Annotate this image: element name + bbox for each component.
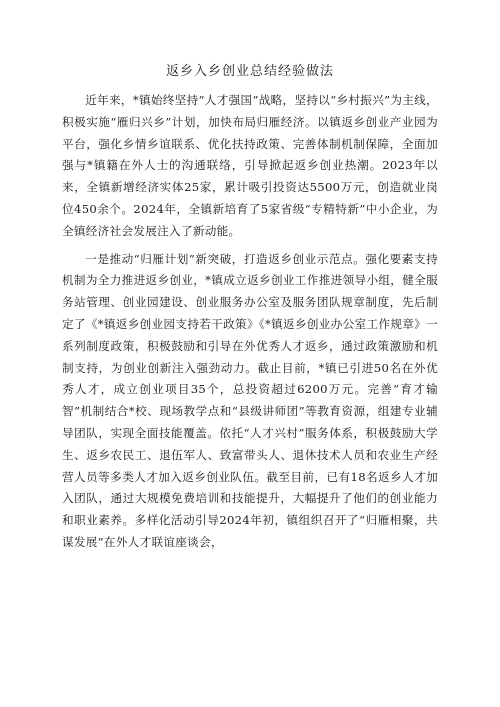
section-one-paragraph: 一是推动“归雁计划”新突破，打造返乡创业示范点。强化要素支持机制为全力推进返乡创业，*镇成立返乡创业工作推进领导小组，健全服务站管理、创业园建设、创业服务办公室及服务团队规章制度，先后制定了《*镇返乡创业园支持若干政策》《*镇返乡创业办公室工作规章》一系列制度政策，积极鼓励和引导在外优秀人才返乡，通过政策激励和机制支持，为创业创新注入强劲动力。截止目前，*镇已引进50名在外优秀人才，成立创业项目35个，总投资超过6200万元。完善“育才输智”机制结合*校、现场教学点和“县级讲师团”等教育资源，组建专业辅导团队，实现全面技能覆盖。依托“人才兴村”服务体系，积极鼓励大学生、返乡农民工、退伍军人、致富带头人、退休技术人员和农业生产经营人员等多类人才加入返乡创业队伍。截至目前，已有18名返乡人才加入团队，通过大规模免费培训和技能提升，大幅提升了他们的创业能力和职业素养。多样化活动引导2024年初，镇组织召开了“归雁相聚，共谋发展”在外人才联谊座谈会， — [62, 251, 438, 549]
intro-paragraph: 近年来，*镇始终坚持“人才强国”战略，坚持以“乡村振兴”为主线，积极实施“雁归兴乡”计划，加快布局归雁经济。以镇返乡创业产业园为平台，强化乡情乡谊联系、优化扶持政策、完善体制机制保障，全面加强与*镇籍在外人士的沟通联络，引导掀起返乡创业热潮。2023年以来，全镇新增经济实体25家，累计吸引投资达5500万元，创造就业岗位450余个。2024年，全镇新培育了5家省级“专精特新”中小企业，为全镇经济社会发展注入了新动能。 — [62, 93, 438, 238]
document-page — [62, 62, 438, 560]
document-title: 返乡入乡创业总结经验做法 — [165, 64, 334, 79]
